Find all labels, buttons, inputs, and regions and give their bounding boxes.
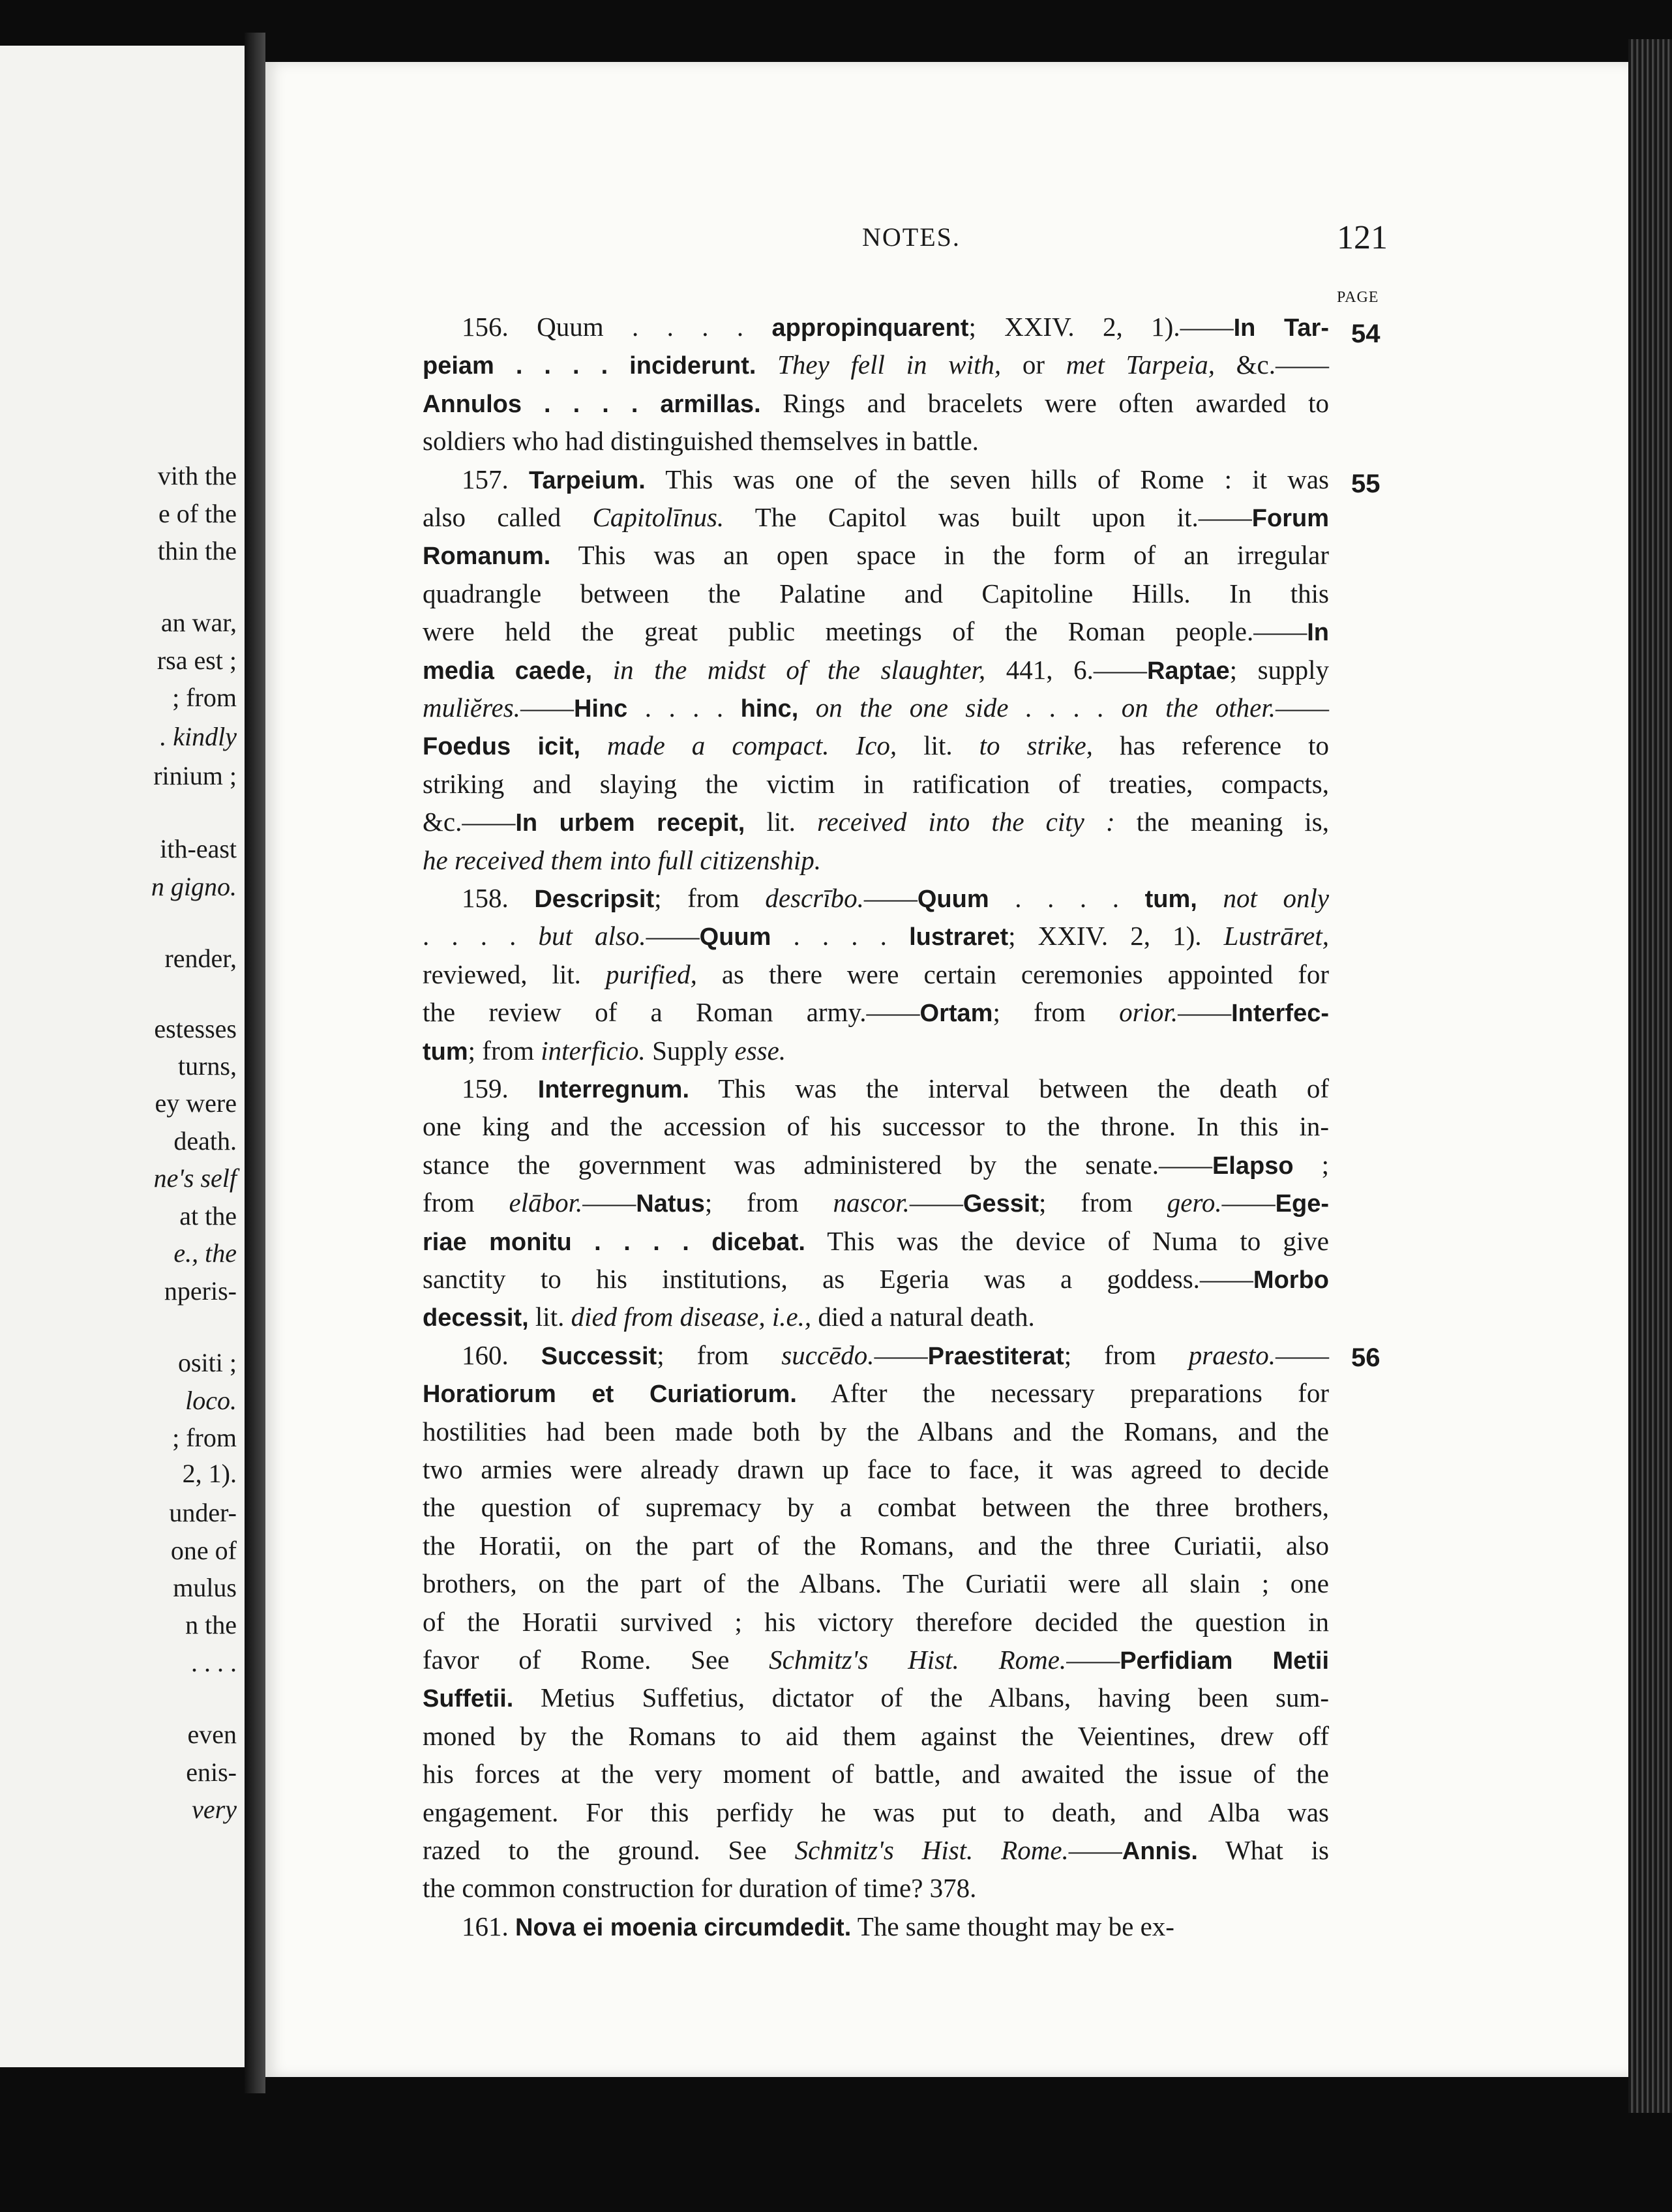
text-run xyxy=(829,730,856,760)
left-page-fragment: under- xyxy=(169,1498,237,1527)
text-line xyxy=(423,1260,1329,1298)
text-run: the review of a Roman army.—— xyxy=(423,997,920,1027)
text-run: After the necessary preparations for xyxy=(796,1378,1329,1408)
latin-headword: Romanum. xyxy=(423,543,551,570)
text-run: moned by the Romans to aid them against the Veientines, drew off xyxy=(423,1721,1329,1751)
text-run xyxy=(592,655,613,685)
text-run: the common construction for duration of time? 378. xyxy=(423,1873,977,1903)
text-run: favor of Rome. See xyxy=(423,1645,769,1675)
text-run: ; from xyxy=(1039,1188,1167,1218)
text-run: ; from xyxy=(468,1036,541,1066)
page-column-label: PAGE xyxy=(1337,289,1379,306)
latin-headword: media caede, xyxy=(423,657,593,685)
left-page-fragment: one of xyxy=(170,1536,237,1565)
text-run: lit. xyxy=(897,730,979,760)
text-run: lit. xyxy=(528,1302,571,1332)
left-page-fragment: rsa est ; xyxy=(157,646,237,675)
text-line xyxy=(423,1374,1329,1412)
text-run: also called xyxy=(423,502,593,532)
text-run: sanctity to his institutions, as Egeria was a goddess.—— xyxy=(423,1264,1253,1294)
latin-headword: In urbem recepit, xyxy=(515,809,745,837)
text-run: . . . . xyxy=(423,921,539,951)
text-line xyxy=(423,1488,1329,1526)
text-run: —— xyxy=(1221,1188,1276,1218)
left-page-fragment: n gigno. xyxy=(151,872,237,901)
text-line xyxy=(423,917,1329,955)
text-line xyxy=(423,1755,1329,1793)
text-run: This was the interval between the death of xyxy=(689,1073,1329,1103)
latin-headword: Quum xyxy=(699,923,771,951)
text-line xyxy=(423,1184,1329,1221)
text-run: —— xyxy=(582,1188,636,1218)
text-run: died a natural death. xyxy=(811,1302,1035,1332)
text-run: —— xyxy=(909,1188,963,1218)
margin-page-56: 56 xyxy=(1351,1343,1381,1372)
page-number: 121 xyxy=(1337,219,1388,256)
left-page-fragment: ositi ; xyxy=(177,1348,237,1377)
text-run: the meaning is, xyxy=(1114,807,1329,837)
italic-phrase: They fell in with, xyxy=(777,350,1002,380)
text-run: Supply xyxy=(645,1036,735,1066)
text-run xyxy=(580,730,607,760)
latin-headword: Ege- xyxy=(1275,1190,1329,1218)
italic-phrase: praesto. xyxy=(1188,1340,1276,1370)
text-run: of the Horatii survived ; his victory therefore decided the question in xyxy=(423,1607,1329,1637)
left-page-fragment: 2, 1). xyxy=(182,1459,237,1488)
text-run: soldiers who had distinguished themselves in battle. xyxy=(423,426,979,456)
text-line xyxy=(423,1298,1329,1336)
text-run: ; from xyxy=(993,997,1120,1027)
latin-headword: Tarpeium. xyxy=(529,467,646,494)
latin-headword: Perfidiam Metii xyxy=(1120,1647,1330,1675)
left-page-fragment: ne's self xyxy=(153,1163,237,1193)
text-line xyxy=(423,1032,1329,1069)
italic-phrase: nascor. xyxy=(833,1188,910,1218)
text-run: &c.—— xyxy=(423,807,516,837)
latin-headword: Ortam xyxy=(919,1000,993,1027)
left-page-fragment: e of the xyxy=(158,499,237,528)
text-run: one king and the accession of his successor to the throne. In this in- xyxy=(423,1111,1329,1141)
text-line xyxy=(423,1869,1329,1907)
text-run: —— xyxy=(1068,1835,1122,1865)
text-run: reviewed, lit. xyxy=(423,959,606,989)
latin-headword: Horatiorum et Curiatiorum. xyxy=(423,1381,797,1408)
text-run: ; XXIV. 2, 1).—— xyxy=(968,312,1234,342)
latin-headword: Nova ei moenia circumdedit. xyxy=(515,1914,852,1941)
italic-phrase: succēdo. xyxy=(781,1340,874,1370)
text-run xyxy=(798,693,815,723)
text-run: from xyxy=(423,1188,509,1218)
italic-phrase: in the midst of the slaughter, xyxy=(612,655,986,685)
text-line xyxy=(423,765,1329,803)
latin-headword: In xyxy=(1307,619,1329,646)
text-run: brothers, on the part of the Albans. The Curiatii were all slain ; one xyxy=(423,1568,1329,1598)
text-line xyxy=(423,1222,1329,1260)
text-run: his forces at the very moment of battle, and awaited the issue of the xyxy=(423,1759,1329,1789)
text-line xyxy=(423,1679,1329,1716)
text-line xyxy=(423,1603,1329,1641)
text-line xyxy=(423,803,1329,841)
text-run: were held the great public meetings of the Roman people.—— xyxy=(423,616,1307,646)
italic-phrase: received into the city : xyxy=(817,807,1115,837)
text-run: ; from xyxy=(654,883,766,913)
italic-phrase: elābor. xyxy=(509,1188,583,1218)
italic-phrase: not only xyxy=(1223,883,1330,913)
italic-phrase: on the one side . . . . on the other. xyxy=(815,693,1276,723)
latin-headword: tum, xyxy=(1144,886,1197,913)
text-line xyxy=(423,1793,1329,1831)
text-run: —— xyxy=(1276,693,1330,723)
italic-phrase: orior. xyxy=(1119,997,1178,1027)
text-run: ; XXIV. 2, 1). xyxy=(1008,921,1224,951)
text-run: &c.—— xyxy=(1214,350,1330,380)
text-run: 160. xyxy=(462,1340,541,1370)
text-run: . . . . xyxy=(771,921,910,951)
text-line xyxy=(423,1641,1329,1679)
latin-headword: Raptae xyxy=(1146,657,1230,685)
left-page-fragment: death. xyxy=(173,1126,237,1156)
italic-phrase: Capitolīnus. xyxy=(592,502,724,532)
latin-headword: riae monitu . . . . dicebat. xyxy=(423,1229,805,1256)
left-page-fragment: e., the xyxy=(173,1238,237,1268)
text-line xyxy=(423,536,1329,574)
text-run: has reference to xyxy=(1092,730,1330,760)
text-run: ; from xyxy=(704,1188,833,1218)
text-run: 161. xyxy=(462,1911,515,1941)
italic-phrase: gero. xyxy=(1167,1188,1222,1218)
text-run: 156. Quum . . . . xyxy=(462,312,772,342)
italic-phrase: esse. xyxy=(734,1036,786,1066)
text-run: the Horatii, on the part of the Romans, and the three Curiatii, also xyxy=(423,1531,1329,1561)
italic-phrase: died from disease, i.e., xyxy=(571,1302,812,1332)
latin-headword: decessit, xyxy=(423,1304,529,1332)
latin-headword: Forum xyxy=(1251,505,1330,532)
latin-headword: tum xyxy=(423,1038,468,1066)
latin-headword: Morbo xyxy=(1253,1266,1329,1294)
left-page-fragment: nperis- xyxy=(164,1276,237,1306)
text-run: —— xyxy=(646,921,700,951)
text-run: This was the device of Numa to give xyxy=(805,1226,1329,1256)
text-run: . . . . xyxy=(627,693,741,723)
left-page-fragment: thin the xyxy=(157,536,237,565)
text-line xyxy=(423,1412,1329,1450)
text-run: 159. xyxy=(462,1073,538,1103)
text-line xyxy=(462,879,1329,917)
text-run: stance the government was administered by the senate.—— xyxy=(423,1150,1212,1180)
text-run: ; xyxy=(1293,1150,1329,1180)
text-run: What is xyxy=(1197,1835,1329,1865)
italic-phrase: made a compact. xyxy=(606,730,829,760)
text-run: Metius Suffetius, dictator of the Albans, having been sum- xyxy=(513,1682,1329,1712)
left-page-fragment: loco. xyxy=(185,1386,237,1415)
text-line xyxy=(423,1527,1329,1564)
left-page-fragment: vith the xyxy=(157,461,237,490)
text-line xyxy=(423,575,1329,612)
italic-phrase: Ico, xyxy=(856,730,897,760)
text-run: —— xyxy=(874,1340,928,1370)
text-line xyxy=(462,1336,1329,1374)
latin-headword: Quum xyxy=(917,886,989,913)
text-line xyxy=(423,612,1329,650)
text-line xyxy=(423,726,1329,764)
text-run: This was one of the seven hills of Rome : it was xyxy=(645,464,1330,494)
running-head: NOTES. xyxy=(862,222,961,252)
text-run: two armies were already drawn up face to face, it was agreed to decide xyxy=(423,1454,1329,1484)
text-run xyxy=(1197,883,1223,913)
italic-phrase: descrībo. xyxy=(765,883,864,913)
latin-headword: Descripsit xyxy=(534,886,655,913)
italic-phrase: Schmitz's Hist. Rome. xyxy=(769,1645,1067,1675)
italic-phrase: met Tarpeia, xyxy=(1066,350,1215,380)
latin-headword: Praestiterat xyxy=(927,1343,1064,1370)
text-run: —— xyxy=(1276,1340,1329,1370)
text-run: . . . . xyxy=(989,883,1145,913)
text-line xyxy=(423,993,1329,1031)
text-line xyxy=(423,498,1329,536)
text-line xyxy=(423,1717,1329,1755)
text-line xyxy=(423,346,1329,383)
latin-headword: Interfec- xyxy=(1231,1000,1329,1027)
text-line xyxy=(423,1564,1329,1602)
text-line xyxy=(423,1831,1329,1869)
text-run: ; from xyxy=(657,1340,782,1370)
latin-headword: Interregnum. xyxy=(537,1076,690,1103)
text-line xyxy=(462,460,1329,498)
text-run: —— xyxy=(1066,1645,1120,1675)
left-page-fragment: turns, xyxy=(178,1051,237,1081)
latin-headword: Hinc xyxy=(573,695,628,723)
latin-headword: Suffetii. xyxy=(423,1685,514,1712)
text-line xyxy=(423,651,1329,689)
latin-headword: In Tar- xyxy=(1233,314,1330,342)
italic-phrase: purified, xyxy=(605,959,697,989)
left-page-fragment: very xyxy=(192,1795,237,1824)
latin-headword: hinc, xyxy=(740,695,799,723)
latin-headword: peiam . . . . inciderunt. xyxy=(423,352,756,380)
text-line xyxy=(423,841,1329,879)
left-page-fragment: ; from xyxy=(172,1423,237,1452)
text-line xyxy=(462,1069,1329,1107)
text-line xyxy=(423,1146,1329,1184)
text-run: hostilities had been made both by the Albans and the Romans, and the xyxy=(423,1416,1329,1446)
left-page-fragment: n the xyxy=(185,1610,237,1639)
text-line xyxy=(423,422,1329,460)
italic-phrase: to strike, xyxy=(979,730,1093,760)
text-line xyxy=(423,955,1329,993)
latin-headword: Foedus icit, xyxy=(423,733,580,760)
latin-headword: Natus xyxy=(636,1190,705,1218)
left-page-fragment: . kindly xyxy=(160,722,237,751)
left-page-fragment: an war, xyxy=(160,608,237,637)
left-page-fragment: estesses xyxy=(154,1014,237,1043)
text-run: the question of supremacy by a combat between the three brothers, xyxy=(423,1492,1329,1522)
left-page-fragment: at the xyxy=(179,1201,237,1231)
text-line xyxy=(462,308,1329,346)
margin-page-55: 55 xyxy=(1351,470,1381,498)
text-run: —— xyxy=(520,693,574,723)
text-run: or xyxy=(1001,350,1066,380)
text-run: quadrangle between the Palatine and Capitoline Hills. In this xyxy=(423,578,1329,608)
italic-phrase: interficio. xyxy=(541,1036,646,1066)
text-run: ; supply xyxy=(1229,655,1330,685)
text-run: striking and slaying the victim in ratification of treaties, compacts, xyxy=(423,769,1329,799)
italic-phrase: Schmitz's Hist. Rome. xyxy=(794,1835,1069,1865)
text-line xyxy=(423,1107,1329,1145)
text-run: The same thought may be ex- xyxy=(851,1911,1174,1941)
left-page-fragment: even xyxy=(187,1720,237,1749)
left-page-fragment: ey were xyxy=(155,1088,237,1118)
text-line xyxy=(462,1907,1329,1945)
latin-headword: lustraret xyxy=(909,923,1009,951)
text-run xyxy=(756,350,777,380)
text-run: —— xyxy=(1178,997,1232,1027)
latin-headword: Annulos . . . . armillas. xyxy=(423,391,761,418)
left-page-fragment: ; from xyxy=(172,683,237,712)
italic-phrase: but also. xyxy=(538,921,646,951)
text-run: This was an open space in the form of an irregular xyxy=(550,540,1329,570)
left-page-fragment: ith-east xyxy=(160,834,237,863)
text-run: engagement. For this perfidy he was put to death, and Alba was xyxy=(423,1797,1329,1827)
left-page-fragment: rinium ; xyxy=(153,761,237,790)
latin-headword: Elapso xyxy=(1212,1152,1294,1180)
text-run: Rings and bracelets were often awarded to xyxy=(760,388,1329,418)
text-run: ; from xyxy=(1064,1340,1189,1370)
left-page-fragment: enis- xyxy=(186,1757,237,1787)
text-run: as there were certain ceremonies appointed for xyxy=(696,959,1330,989)
margin-page-54: 54 xyxy=(1351,320,1381,348)
text-run: razed to the ground. See xyxy=(423,1835,795,1865)
italic-phrase: Lustrāret, xyxy=(1223,921,1330,951)
text-run: The Capitol was built upon it.—— xyxy=(724,502,1252,532)
latin-headword: Annis. xyxy=(1122,1838,1198,1865)
text-line xyxy=(423,689,1329,726)
left-page-fragment: mulus xyxy=(173,1573,237,1602)
text-run: 158. xyxy=(462,883,535,913)
text-run: 157. xyxy=(462,464,529,494)
latin-headword: Gessit xyxy=(963,1190,1039,1218)
text-line xyxy=(423,384,1329,422)
text-run: —— xyxy=(863,883,918,913)
latin-headword: Successit xyxy=(541,1343,657,1370)
italic-phrase: he received them into full citizenship. xyxy=(423,845,822,875)
left-page-fragment: render, xyxy=(164,944,237,973)
italic-phrase: muliĕres. xyxy=(423,693,520,723)
text-run: 441, 6.—— xyxy=(985,655,1147,685)
text-line xyxy=(423,1450,1329,1488)
text-run: lit. xyxy=(745,807,818,837)
latin-headword: appropinquarent xyxy=(771,314,969,342)
left-page-fragment: . . . . xyxy=(191,1648,237,1677)
